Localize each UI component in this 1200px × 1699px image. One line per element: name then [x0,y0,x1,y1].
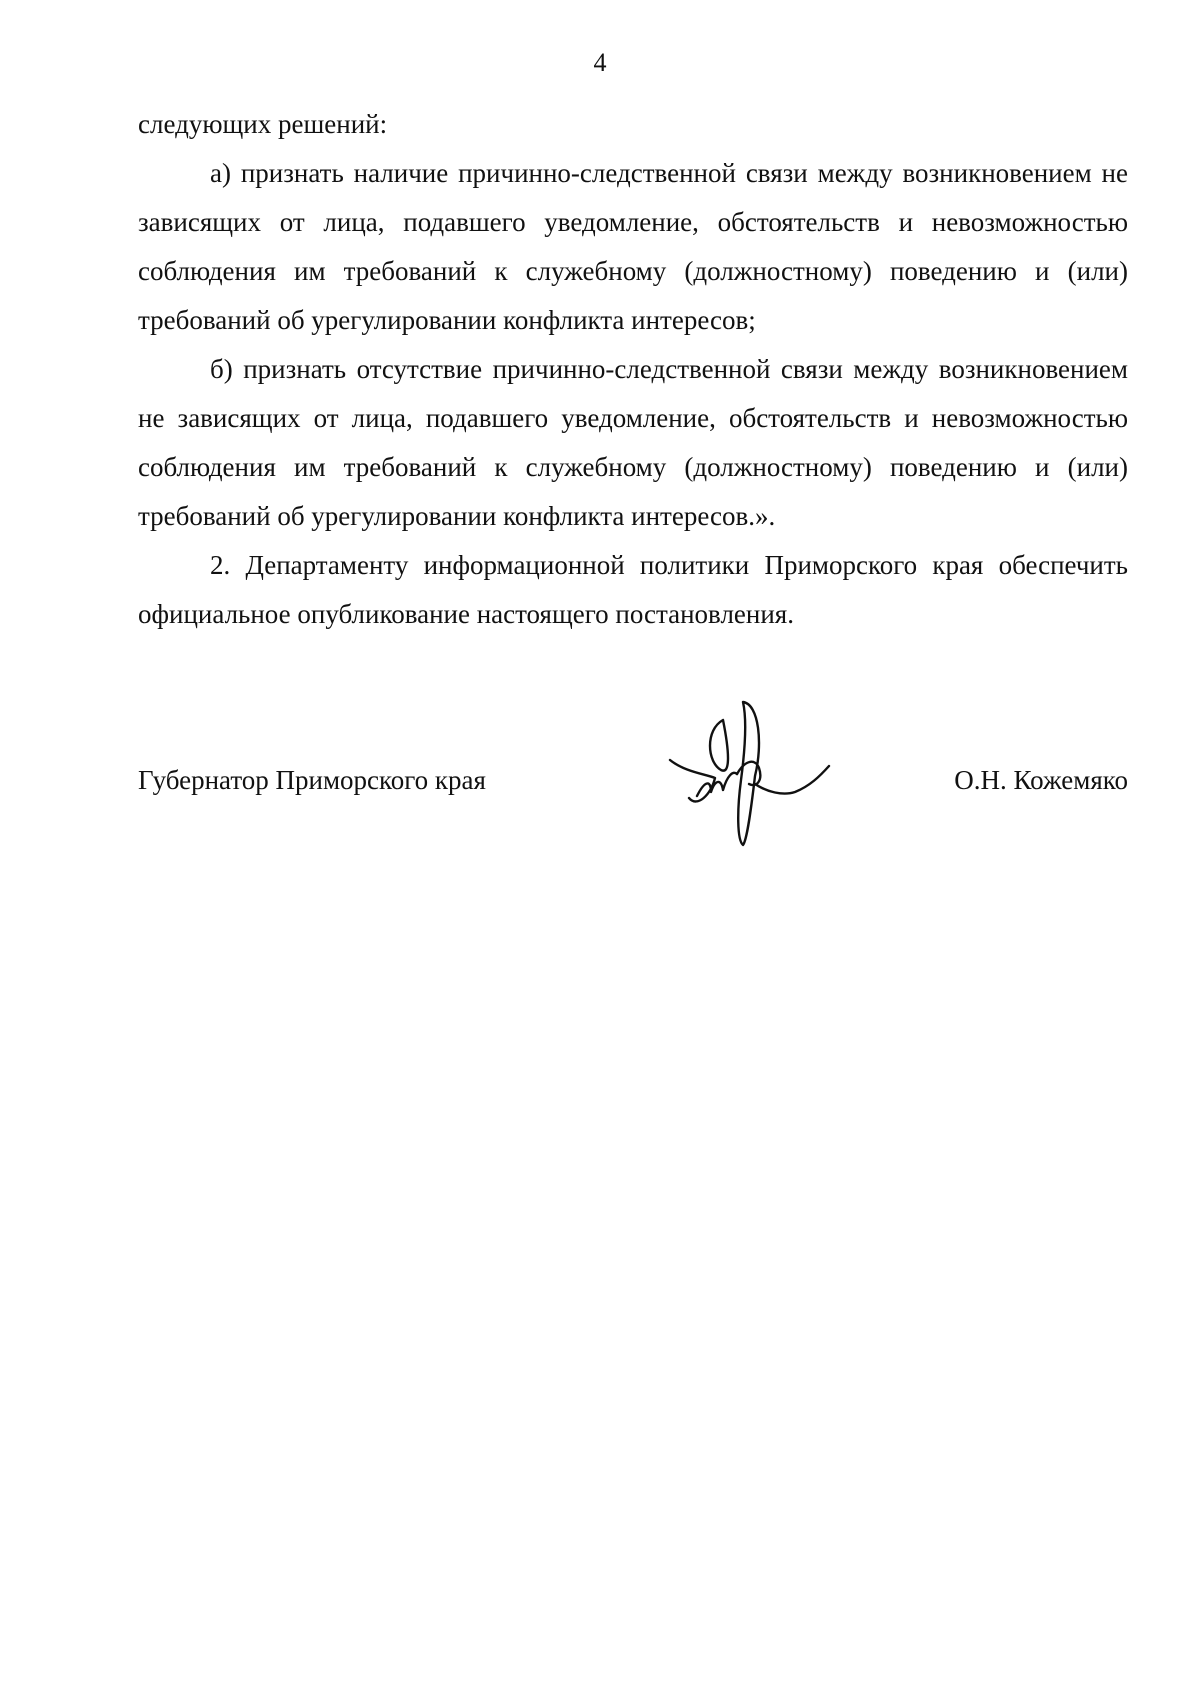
paragraph-item-2: 2. Департаменту информационной политики Приморского края обеспечить официальное опубликование настоящего постановления. [138,550,1128,629]
document-body [138,100,1128,639]
paragraph-option-b: б) признать отсутствие причинно-следственной связи между возникновением не зависящих от лица, подавшего уведомление, обстоятельств и невозможностью соблюдения им требований к служебному (должностному) поведению и (или) требований об урегулировании конфликта интересов.». [138,354,1128,531]
paragraph-option-a: а) признать наличие причинно-следственной связи между возникновением не зависящих от лица, подавшего уведомление, обстоятельств и невозможностью соблюдения им требований к служебному (должностному) поведению и (или) требований об урегулировании конфликта интересов; [138,158,1128,335]
paragraph-intro: следующих решений: [138,109,388,139]
signer-name: О.Н. Кожемяко [954,765,1128,795]
signature-block [138,760,1128,800]
page-number: 4 [593,48,607,77]
handwritten-signature [665,700,835,865]
signer-title: Губернатор Приморского края [138,765,486,795]
